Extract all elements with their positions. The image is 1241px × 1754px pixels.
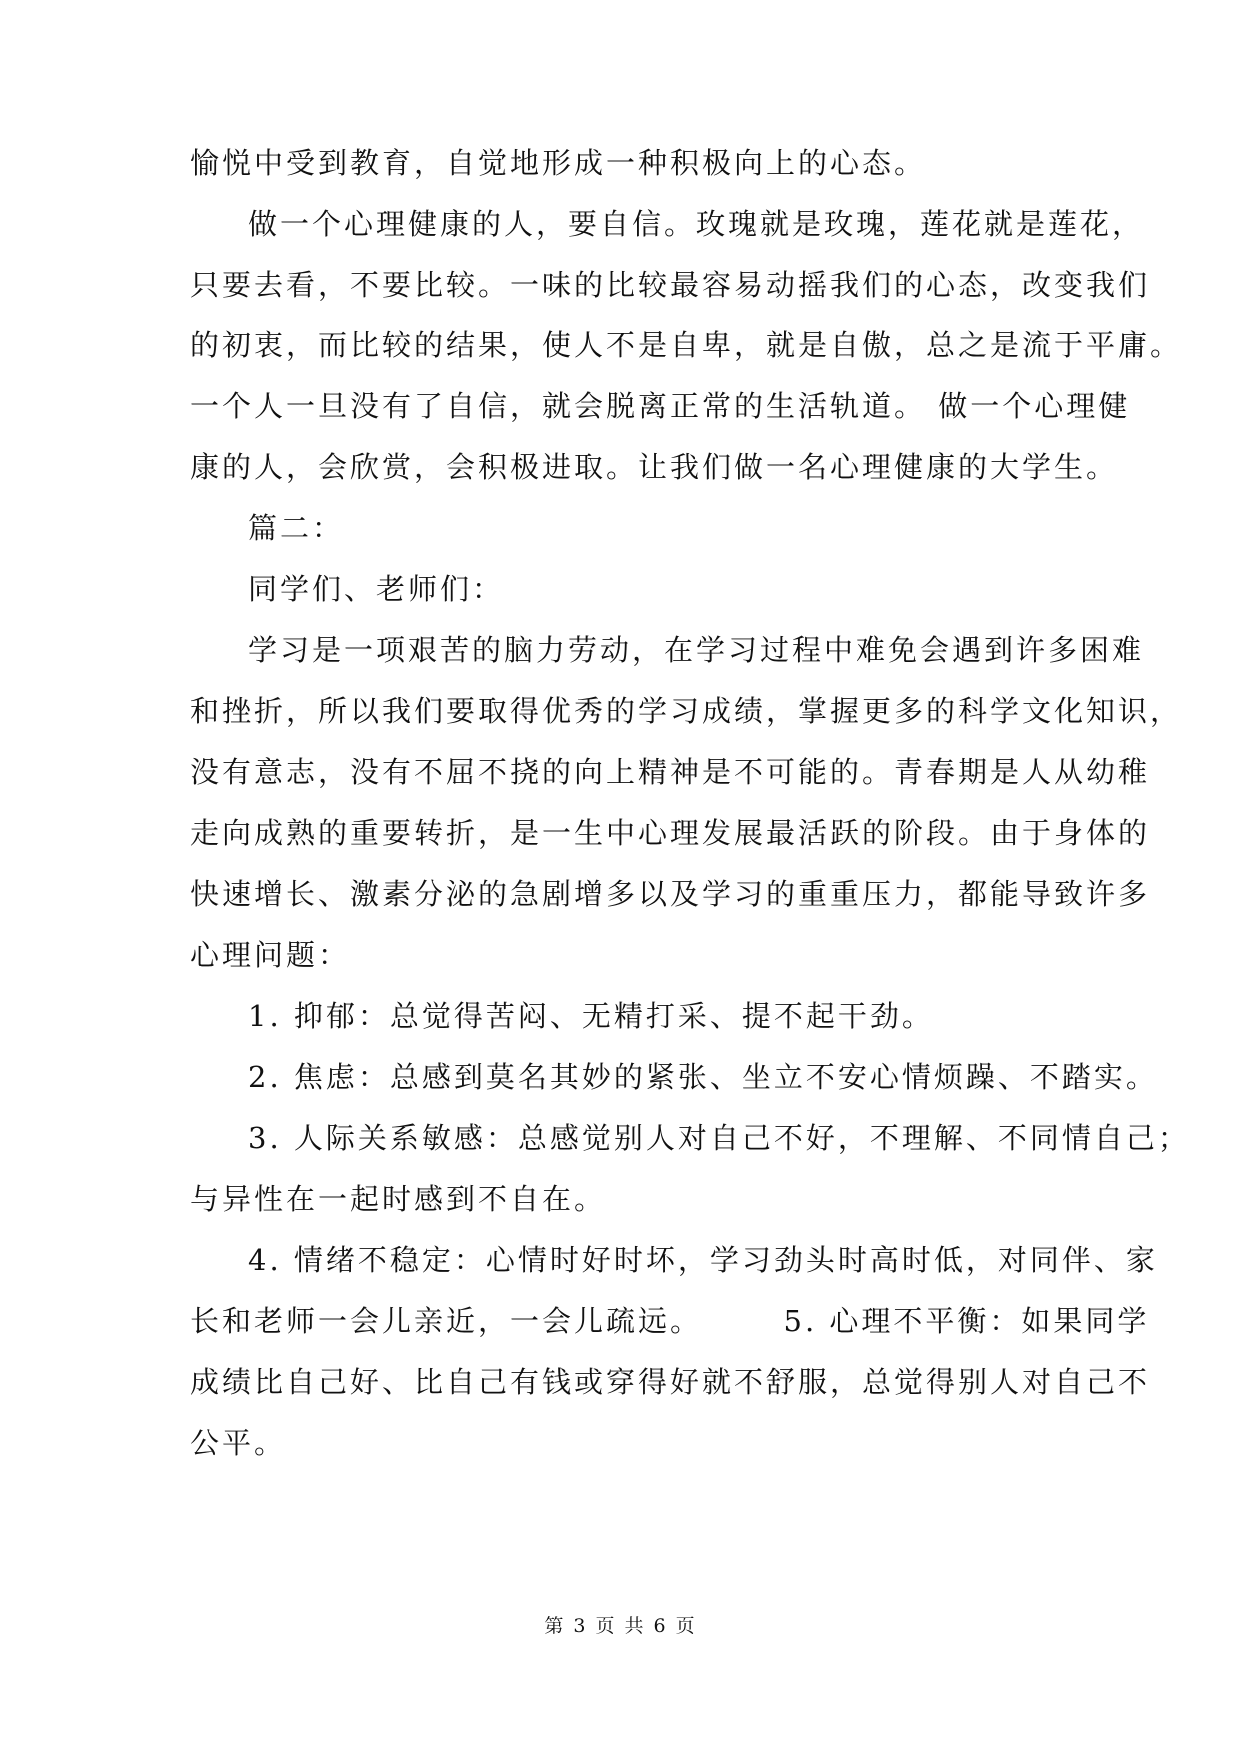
- section-heading: 篇二：: [248, 511, 345, 545]
- text-line: 快速增长、激素分泌的急剧增多以及学习的重重压力，都能导致许多: [190, 877, 1151, 911]
- text-line: 学习是一项艰苦的脑力劳动，在学习过程中难免会遇到许多困难: [248, 633, 1145, 667]
- list-item: 4. 情绪不稳定：心情时好时坏，学习劲头时高时低，对同伴、家: [248, 1243, 1158, 1277]
- list-item: 1. 抑郁：总觉得苦闷、无精打采、提不起干劲。: [248, 999, 934, 1033]
- text-line: 没有意志，没有不屈不挠的向上精神是不可能的。青春期是人从幼稚: [190, 755, 1151, 789]
- text-line: 长和老师一会儿亲近，一会儿疏远。 5. 心理不平衡：如果同学: [190, 1304, 1150, 1338]
- page-number-footer: 第 3 页 共 6 页: [544, 1615, 697, 1637]
- text-line: 公平。: [190, 1426, 287, 1460]
- text-line: 和挫折，所以我们要取得优秀的学习成绩，掌握更多的科学文化知识，: [190, 694, 1183, 728]
- list-item: 3. 人际关系敏感：总感觉别人对自己不好，不理解、不同情自己；: [248, 1121, 1190, 1155]
- text-line: 做一个心理健康的人，要自信。玫瑰就是玫瑰，莲花就是莲花，: [248, 207, 1145, 241]
- text-line: 康的人，会欣赏，会积极进取。让我们做一名心理健康的大学生。: [190, 450, 1119, 484]
- text-line: 心理问题：: [190, 938, 351, 972]
- text-line: 走向成熟的重要转折，是一生中心理发展最活跃的阶段。由于身体的: [190, 816, 1151, 850]
- text-line: 成绩比自己好、比自己有钱或穿得好就不舒服，总觉得别人对自己不: [190, 1365, 1151, 1399]
- text-line: 与异性在一起时感到不自在。: [190, 1182, 607, 1216]
- text-line: 愉悦中受到教育，自觉地形成一种积极向上的心态。: [190, 146, 927, 180]
- text-line: 的初衷，而比较的结果，使人不是自卑，就是自傲，总之是流于平庸。: [190, 328, 1183, 362]
- text-line: 只要去看，不要比较。一味的比较最容易动摇我们的心态，改变我们: [190, 268, 1151, 302]
- list-item: 2. 焦虑：总感到莫名其妙的紧张、坐立不安心情烦躁、不踏实。: [248, 1060, 1158, 1094]
- text-line: 一个人一旦没有了自信，就会脱离正常的生活轨道。 做一个心理健: [190, 389, 1131, 423]
- salutation: 同学们、老师们：: [248, 572, 505, 606]
